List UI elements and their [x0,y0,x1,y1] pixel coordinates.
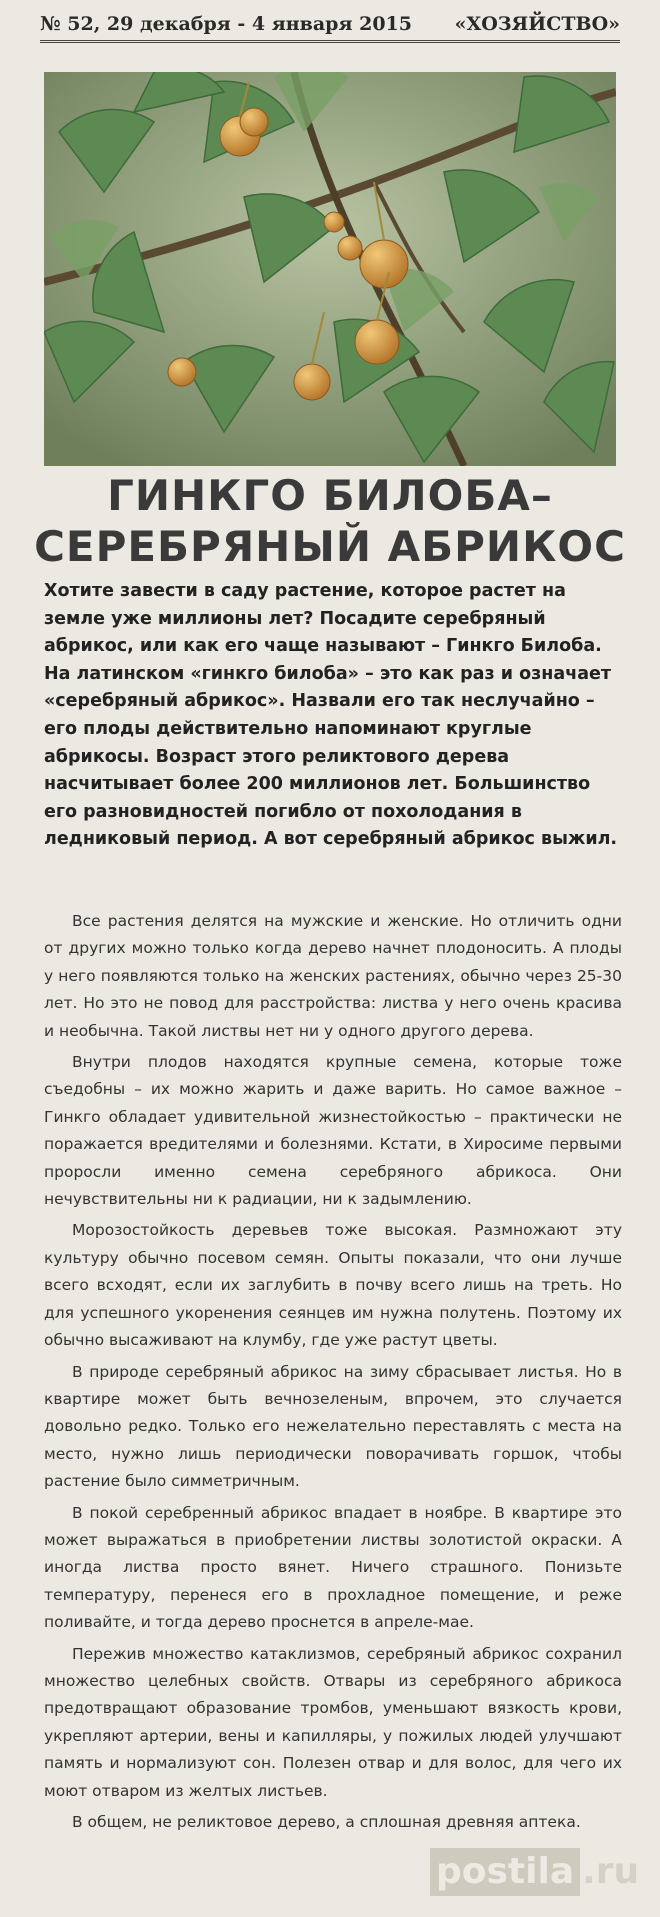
watermark-logo: postila [430,1848,580,1896]
page-header [40,8,620,43]
watermark-domain: .ru [582,1851,640,1892]
paragraph: Внутри плодов находятся крупные семена, которые тоже съедобны – их можно жарить и даже варить. Но самое важное – Гинкго обладает удивительной жизнестойкостью – практически не поражается вредителями и болезнями. Кстати, в Хиросиме первыми проросли именно семена серебряного абрикоса. Они нечувствительны ни к радиации, ни к задымлению. [44,1053,622,1209]
article-lead: Хотите завести в саду растение, которое растет на земле уже миллионы лет? Посадите серебряный абрикос, или как его чаще называют – Гинкго Билоба. На латинском «гинкго билоба» – это как раз и означает «серебряный абрикос». Назвали его так неслучайно – его плоды действительно напоминают круглые абрикосы. Возраст этого реликтового дерева насчитывает более 200 миллионов лет. Большинство его разновидностей погибло от похолодания в ледниковый период. А вот серебряный абрикос выжил. [44,581,618,850]
paragraph: Пережив множество катаклизмов, серебряный абрикос сохранил множество целебных свойств. Отвары из серебряного абрикоса предотвращают образование тромбов, уменьшают вязкость крови, укрепляют артерии, вены и капилляры, у пожилых людей улучшают память и нормализуют сон. Полезен отвар и для волос, для чего их моют отваром из желтых листьев. [44,1644,622,1800]
article-title [30,470,630,572]
title-line-1: ГИНКГО БИЛОБА– [107,471,553,520]
paragraph: В природе серебряный абрикос на зиму сбрасывает листья. Но в квартире может быть вечнозеленым, впрочем, это случается довольно редко. Только его нежелательно переставлять с места на место, нужно лишь периодически поворачивать горшок, чтобы растение было симметричным. [44,1362,622,1491]
ginkgo-photo-illustration [44,72,616,466]
postila-watermark [430,1840,660,1904]
paragraph: В общем, не реликтовое дерево, а сплошная древняя аптека. [72,1813,581,1831]
issue-date: № 52, 29 декабря - 4 января 2015 [40,13,412,35]
title-line-2: СЕРЕБРЯНЫЙ АБРИКОС [34,522,626,571]
paragraph: Все растения делятся на мужские и женские. Но отличить одни от других можно только когда дерево начнет плодоносить. А плоды у него появляются только на женских растениях, обычно через 25-30 лет. Но это не повод для расстройства: листва у него очень красива и необычна. Такой листвы нет ни у одного другого дерева. [44,912,622,1040]
ginkgo-photo [44,72,616,466]
paragraph: Морозостойкость деревьев тоже высокая. Размножают эту культуру обычно посевом семян. Опыты показали, что они лучше всего всходят, если их заглубить в почву всего лишь на треть. Но для успешного укоренения сеянцев им нужна полутень. Поэтому их обычно высаживают на клумбу, где уже растут цветы. [44,1221,622,1350]
paragraph: В покой серебренный абрикос впадает в ноябре. В квартире это может выражаться в приобретении листвы золотистой окраски. А иногда листва просто вянет. Ничего страшного. Понизьте температуру, перенеся его в прохладное помещение, и реже поливайте, и тогда дерево проснется в апреле-мае. [44,1503,622,1632]
section-name: «ХОЗЯЙСТВО» [454,13,620,35]
article-body [44,908,622,1840]
